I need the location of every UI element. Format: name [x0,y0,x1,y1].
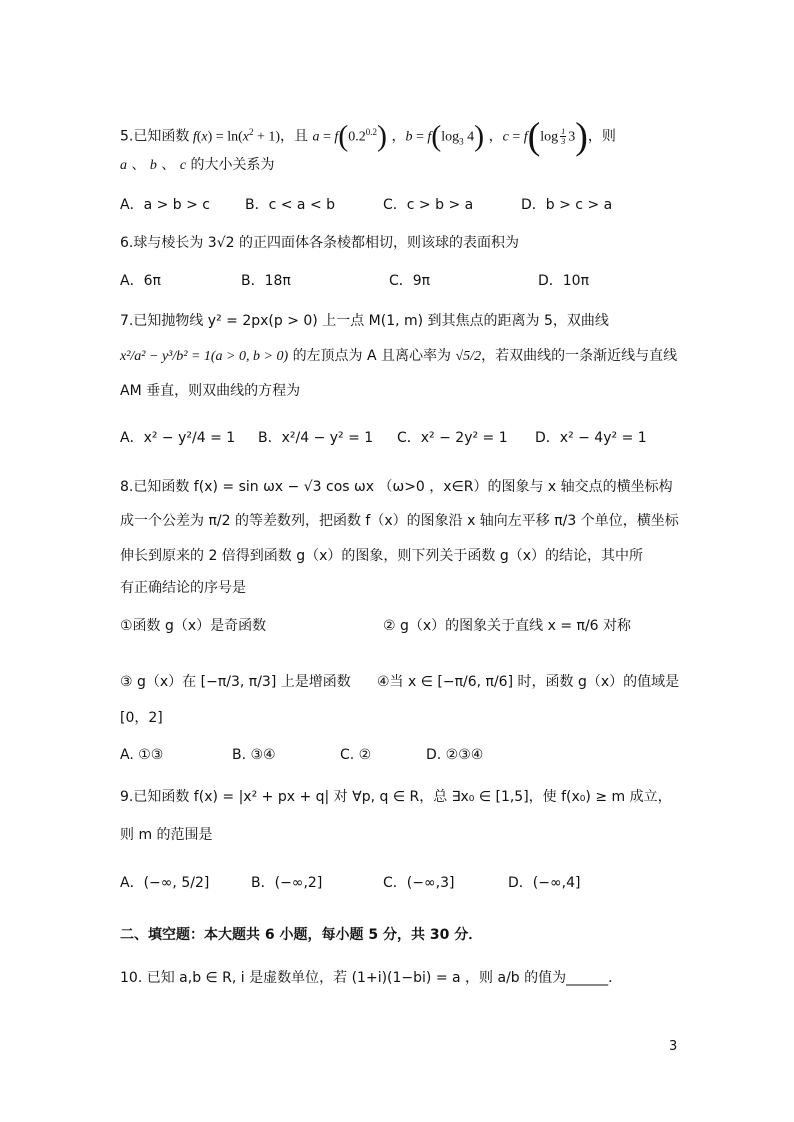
q8-option-c: C. ② [340,747,372,763]
q5-line2: a 、 b 、 c 的大小关系为 [120,157,275,173]
q8-line4: 有正确结论的序号是 [120,580,246,596]
q6-text: 6.球与棱长为 3√2 的正四面体各条棱都相切，则该球的表面积为 [120,235,519,251]
q9-line1: 9.已知函数 f(x) = |x² + px + q| 对 ∀p, q ∈ R，总 ∃x₀ ∈ [1,5]，使 f(x₀) ≥ m 成立， [120,789,672,805]
q7-option-b: B．x²/4 − y² = 1 [258,430,374,446]
q9-option-a: A．(−∞, 5/2] [120,875,210,891]
q5-suffix: ，则 [587,128,616,145]
q9-line2: 则 m 的范围是 [120,827,213,843]
q8-line3: 伸长到原来的 2 倍得到函数 g（x）的图象，则下列关于函数 g（x）的结论，其中所 [120,548,644,564]
q7-hyperbola-eq: x²/a² − y³/b² = 1(a > 0, b > 0) [120,349,289,364]
q7-option-c: C．x² − 2y² = 1 [397,430,508,446]
q8-line1: 8.已知函数 f(x) = sin ωx − √3 cos ωx （ω>0 ，x∈R）的图象与 x 轴交点的横坐标构 [120,479,673,495]
q5-option-d: D．b > c > a [521,197,613,213]
page-number: 3 [669,1039,678,1054]
q7-line2-text: 的左顶点为 A 且离心率为 [292,348,452,364]
q6-option-d: D．10π [538,273,590,289]
q5-option-b: B．c < a < b [245,197,336,213]
q8-option-b: B. ③④ [232,747,276,763]
q7-line2 [120,346,677,367]
q7-line3: AM 垂直，则双曲线的方程为 [120,383,301,399]
q8-statement-4-cont: [0，2] [120,710,163,726]
q5-option-a: A．a > b > c [120,197,211,213]
q8-option-a: A. ①③ [120,747,164,763]
q8-statement-4: ④当 x ∈ [−π/6, π/6] 时，函数 g（x）的值域是 [377,674,680,690]
q6-option-a: A．6π [120,273,161,289]
q6-option-b: B．18π [241,273,291,289]
q9-option-c: C．(−∞,3] [383,875,455,891]
q8-option-d: D. ②③④ [426,747,484,763]
q7-line1: 7.已知抛物线 y² = 2px(p > 0) 上一点 M(1, m) 到其焦点的距离为 5，双曲线 [120,313,609,329]
section-heading-fill-in: 二、填空题：本大题共 6 小题，每小题 5 分，共 30 分． [120,927,483,943]
q9-option-b: B．(−∞,2] [251,875,323,891]
q8-statement-1: ①函数 g（x）是奇函数 [120,618,267,634]
q5-line1: 5.已知函数 $f(x) = \ln(x^2 + 1)$，且 $a = f(0.2^{0.2})$ ，$b = f(\log_3$ 4) ，c = f(log $\frac{1}{3}$ 3)，则 [120,115,616,158]
q6-option-c: C．9π [389,273,431,289]
q7-option-d: D．x² − 4y² = 1 [535,430,647,446]
q9-option-d: D．(−∞,4] [508,875,581,891]
q5-prefix: 5.已知函数 [120,128,190,145]
q7-line2-tail: ，若双曲线的一条渐近线与直线 [481,348,678,364]
q5-func: f [189,129,197,145]
q10-text: 10. 已知 a,b ∈ R, i 是虚数单位，若 (1+i)(1−bi) = a ，则 a/b 的值为______． [120,970,623,986]
q7-eccentricity: √5/2 [455,349,482,364]
q8-statement-3: ③ g（x）在 [−π/3, π/3] 上是增函数 [120,674,351,690]
q8-line2: 成一个公差为 π/2 的等差数列，把函数 f（x）的图象沿 x 轴向左平移 π/3 个单位，横坐标 [120,513,679,529]
q8-statement-2: ② g（x）的图象关于直线 x = π/6 对称 [383,618,632,634]
q7-option-a: A．x² − y²/4 = 1 [120,430,236,446]
q5-option-c: C．c > b > a [383,197,474,213]
